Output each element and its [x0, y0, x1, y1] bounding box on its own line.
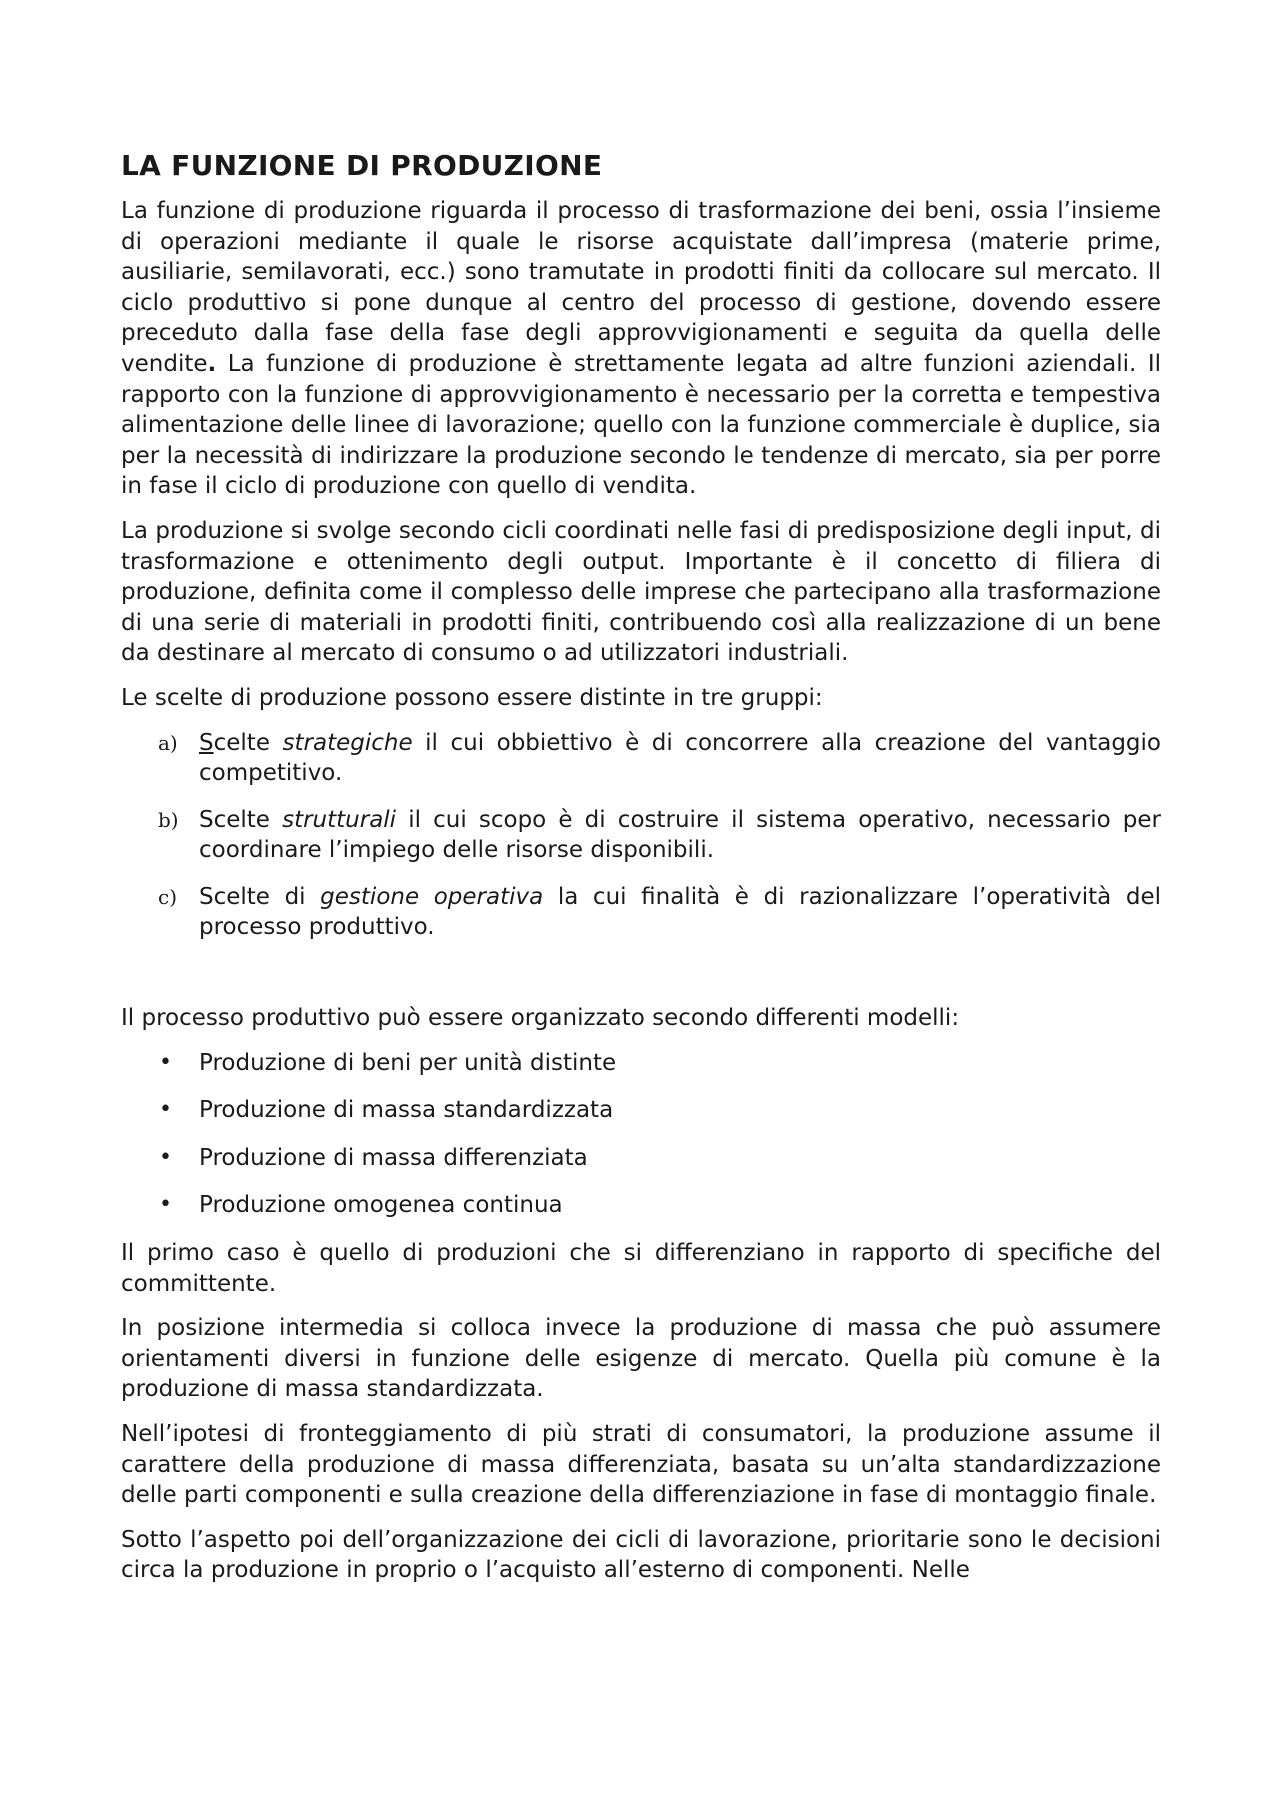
list-text-lead: Scelte — [199, 806, 283, 833]
models-list — [121, 1048, 1161, 1221]
list-item-strategic — [121, 728, 1161, 789]
paragraph-organizzazione: Sotto l’aspetto poi dell’organizzazione dei cicli di lavorazione, prioritarie sono le decisioni circa la produzione in proprio o l’acquisto all’esterno di componenti. Nelle — [121, 1526, 1161, 1584]
list-item-text: Produzione di beni per unità distinte — [199, 1049, 617, 1076]
list-item-text: Produzione di massa standardizzata — [199, 1097, 614, 1124]
paragraph-intro-part-1: La funzione di produzione riguarda il processo di trasformazione dei beni, ossia l’insieme di operazioni mediante il quale le risorse acquistate dall’impresa (materie prime, ausiliarie, semilavorati, ecc.) sono tramutate in prodotti finiti da collocare sul mercato. Il ciclo produttivo si pone dunque al centro del processo di gestione, dovendo essere preceduto dalla fase della fase degli approvvigionamenti e seguita da quella delle vendite — [121, 198, 1161, 377]
paragraph-primo-caso: Il primo caso è quello di produzioni che si differenziano in rapporto di specifiche del committente. — [121, 1240, 1161, 1297]
list-marker-b: b) — [158, 807, 179, 832]
paragraph-ipotesi: Nell’ipotesi di fronteggiamento di più strati di consumatori, la produzione assume il carattere della produzione di massa differenziata, basata su un’alta standardizzazione delle parti componenti e sulla creazione della differenziazione in fase di montaggio finale. — [121, 1421, 1161, 1509]
list-item-operational — [121, 882, 1161, 943]
paragraph-posizione-intermedia: In posizione intermedia si colloca invece la produzione di massa che può assumere orientamenti diversi in funzione delle esigenze di mercato. Quella più comune è la produzione di massa standardizzata. — [121, 1315, 1161, 1403]
page-title: LA FUNZIONE DI PRODUZIONE — [121, 149, 603, 182]
bullet-icon: • — [159, 1144, 172, 1170]
list-text-lead: celte — [213, 729, 283, 756]
emphasis-strategiche: strategiche — [282, 729, 413, 756]
list-text-rest: il cui scopo è di costruire il sistema operativo, necessario per coordinare l’impiego delle risorse disponibili. — [199, 806, 1161, 864]
list-item — [121, 1095, 1161, 1126]
choices-list — [121, 728, 1161, 944]
list-marker-a: a) — [158, 730, 178, 755]
paragraph-modelli-intro: Il processo produttivo può essere organizzato secondo differenti modelli: — [121, 1005, 960, 1032]
emphasis-strutturali: strutturali — [282, 806, 397, 833]
list-item-structural — [121, 805, 1161, 866]
emphasis-gestione-operativa: gestione operativa — [320, 883, 544, 910]
blank-space — [121, 959, 1161, 1003]
list-item — [121, 1190, 1161, 1221]
list-item — [121, 1048, 1161, 1079]
list-text-rest: il cui obbiettivo è di concorrere alla creazione del vantaggio competitivo. — [199, 729, 1161, 787]
paragraph-intro-bold-dot: . — [207, 350, 217, 377]
paragraph-scelte-intro: Le scelte di produzione possono essere distinte in tre gruppi: — [121, 684, 823, 711]
paragraph-filiera: La produzione si svolge secondo cicli coordinati nelle fasi di predisposizione degli input, di trasformazione e ottenimento degli output. Importante è il concetto di filiera di produzione, definita come il complesso delle imprese che partecipano alla trasformazione di una serie di materiali in prodotti finiti, contribuendo così alla realizzazione di un bene da destinare al mercato di consumo o ad utilizzatori industriali. — [121, 517, 1161, 667]
bullet-icon: • — [159, 1049, 172, 1075]
list-text-lead: Scelte di — [199, 883, 321, 910]
document-page — [121, 148, 1161, 1600]
list-text-rest: la cui finalità è di razionalizzare l’operatività del processo produttivo. — [199, 883, 1161, 941]
bullet-icon: • — [159, 1097, 172, 1123]
list-item-text: Produzione omogenea continua — [199, 1192, 563, 1219]
list-item — [121, 1143, 1161, 1174]
paragraph-intro — [121, 196, 1161, 502]
list-item-text: Produzione di massa differenziata — [199, 1144, 588, 1171]
list-marker-c: c) — [158, 884, 178, 909]
bullet-icon: • — [159, 1192, 172, 1218]
paragraph-intro-part-2: La funzione di produzione è strettamente legata ad altre funzioni aziendali. Il rapporto con la funzione di approvvigionamento è necessario per la corretta e tempestiva alimentazione delle linee di lavorazione; quello con la funzione commerciale è duplice, sia per la necessità di indirizzare la produzione secondo le tendenze di mercato, sia per porre in fase il ciclo di produzione con quello di vendita. — [121, 350, 1161, 500]
underlined-letter: S — [199, 729, 214, 756]
